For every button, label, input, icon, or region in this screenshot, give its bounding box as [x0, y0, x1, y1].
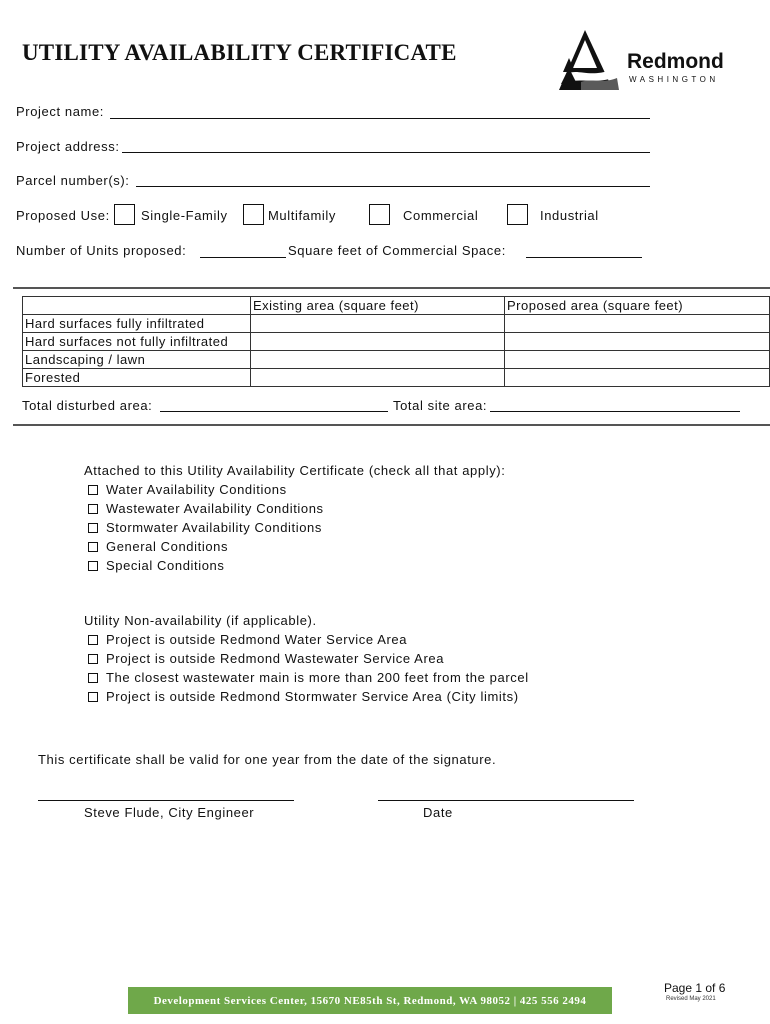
commercial-space-label: Square feet of Commercial Space:: [288, 243, 506, 258]
validity-statement: This certificate shall be valid for one year from the date of the signature.: [38, 752, 497, 767]
row-label: Hard surfaces fully infiltrated: [23, 315, 251, 333]
table-header-blank: [23, 297, 251, 315]
total-disturbed-label: Total disturbed area:: [22, 398, 153, 413]
section-divider: [13, 287, 770, 289]
list-item-label: Water Availability Conditions: [106, 482, 287, 497]
list-item-label: Project is outside Redmond Stormwater Service Area (City limits): [106, 689, 519, 704]
row-label: Forested: [23, 369, 251, 387]
project-address-label: Project address:: [16, 139, 120, 154]
logo-subtitle: WASHINGTON: [629, 75, 719, 84]
multifamily-checkbox[interactable]: [243, 204, 264, 225]
checkbox-icon[interactable]: [88, 654, 98, 664]
attached-heading: Attached to this Utility Availability Certificate (check all that apply):: [84, 463, 506, 478]
units-proposed-label: Number of Units proposed:: [16, 243, 187, 258]
total-disturbed-field[interactable]: [160, 411, 388, 412]
logo-wordmark: Redmond: [627, 50, 724, 73]
engineer-name: Steve Flude, City Engineer: [84, 805, 255, 820]
checkbox-icon[interactable]: [88, 692, 98, 702]
list-item-label: Special Conditions: [106, 558, 225, 573]
existing-area-cell[interactable]: [251, 333, 505, 351]
existing-area-cell[interactable]: [251, 315, 505, 333]
list-item-label: Wastewater Availability Conditions: [106, 501, 324, 516]
project-address-field[interactable]: [122, 152, 650, 153]
proposed-area-cell[interactable]: [505, 333, 770, 351]
checkbox-icon[interactable]: [88, 523, 98, 533]
section-divider: [13, 424, 770, 426]
engineer-signature-field[interactable]: [38, 800, 294, 801]
row-label: Landscaping / lawn: [23, 351, 251, 369]
checkbox-icon[interactable]: [88, 485, 98, 495]
list-item[interactable]: [84, 668, 529, 687]
units-proposed-field[interactable]: [200, 257, 286, 258]
attached-section: [84, 461, 505, 575]
list-item-label: Project is outside Redmond Wastewater Service Area: [106, 651, 445, 666]
commercial-checkbox[interactable]: [369, 204, 390, 225]
proposed-area-cell[interactable]: [505, 369, 770, 387]
list-item[interactable]: [84, 556, 505, 575]
checkbox-icon[interactable]: [88, 635, 98, 645]
checkbox-icon[interactable]: [88, 561, 98, 571]
table-row: [23, 333, 770, 351]
total-site-field[interactable]: [490, 411, 740, 412]
list-item[interactable]: [84, 518, 505, 537]
checkbox-icon[interactable]: [88, 673, 98, 683]
industrial-checkbox[interactable]: [507, 204, 528, 225]
non-availability-heading: Utility Non-availability (if applicable).: [84, 613, 317, 628]
non-availability-section: [84, 611, 529, 706]
project-name-field[interactable]: [110, 118, 650, 119]
footer-text: Development Services Center, 15670 NE85th St, Redmond, WA 98052 | 425 556 2494: [153, 994, 587, 1007]
project-name-label: Project name:: [16, 104, 105, 119]
list-item[interactable]: [84, 630, 529, 649]
row-label: Hard surfaces not fully infiltrated: [23, 333, 251, 351]
area-table: [22, 296, 770, 387]
commercial-label: Commercial: [403, 208, 479, 223]
revised-date: Revised May 2021: [666, 996, 716, 1002]
parcel-numbers-field[interactable]: [136, 186, 650, 187]
existing-area-cell[interactable]: [251, 369, 505, 387]
single-family-label: Single-Family: [141, 208, 228, 223]
proposed-area-cell[interactable]: [505, 315, 770, 333]
existing-area-cell[interactable]: [251, 351, 505, 369]
redmond-tree-mountain-icon: [555, 28, 625, 98]
footer-banner: [128, 987, 612, 1014]
list-item[interactable]: [84, 687, 529, 706]
list-item[interactable]: [84, 480, 505, 499]
table-row: [23, 351, 770, 369]
page-title: UTILITY AVAILABILITY CERTIFICATE: [22, 40, 457, 65]
list-item-label: The closest wastewater main is more than 200 feet from the parcel: [106, 670, 529, 685]
list-item[interactable]: [84, 537, 505, 556]
parcel-numbers-label: Parcel number(s):: [16, 173, 130, 188]
commercial-space-field[interactable]: [526, 257, 642, 258]
table-header-row: [23, 297, 770, 315]
proposed-use-label: Proposed Use:: [16, 208, 110, 223]
table-row: [23, 315, 770, 333]
date-label: Date: [423, 805, 453, 820]
date-signature-field[interactable]: [378, 800, 634, 801]
table-row: [23, 369, 770, 387]
list-item-label: General Conditions: [106, 539, 229, 554]
industrial-label: Industrial: [540, 208, 599, 223]
list-item[interactable]: [84, 499, 505, 518]
multifamily-label: Multifamily: [268, 208, 336, 223]
proposed-area-cell[interactable]: [505, 351, 770, 369]
list-item-label: Stormwater Availability Conditions: [106, 520, 322, 535]
total-site-label: Total site area:: [393, 398, 488, 413]
single-family-checkbox[interactable]: [114, 204, 135, 225]
table-header-existing: Existing area (square feet): [251, 297, 505, 315]
checkbox-icon[interactable]: [88, 542, 98, 552]
redmond-logo: [555, 28, 735, 98]
list-item-label: Project is outside Redmond Water Service Area: [106, 632, 408, 647]
table-header-proposed: Proposed area (square feet): [505, 297, 770, 315]
checkbox-icon[interactable]: [88, 504, 98, 514]
list-item[interactable]: [84, 649, 529, 668]
page-number: Page 1 of 6: [664, 981, 726, 995]
